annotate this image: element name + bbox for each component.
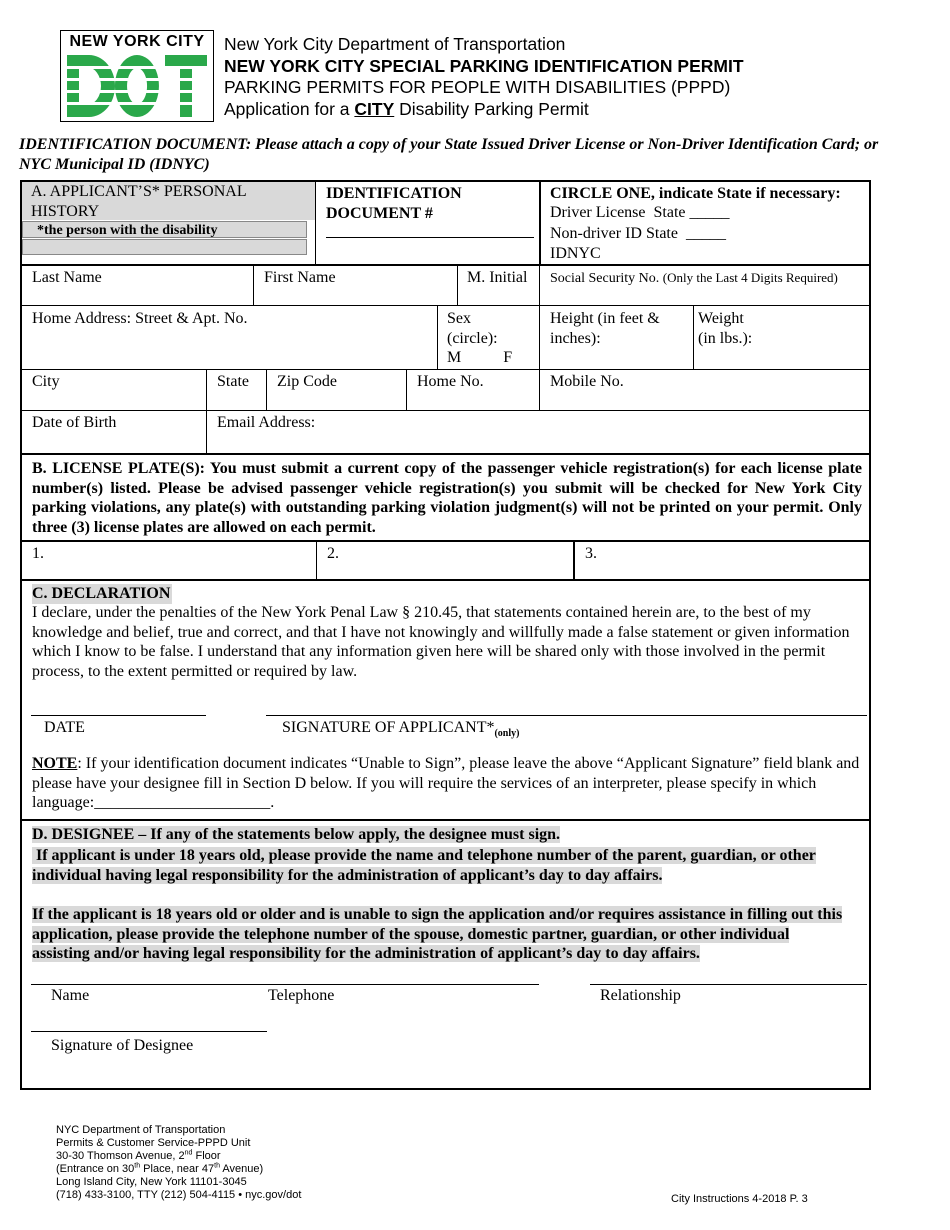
footer-line-4b: Place, near 47 [140, 1163, 215, 1175]
applicant-signature-line[interactable] [266, 715, 867, 716]
designee-under-18-text: If applicant is under 18 years old, please provide the name and telephone number of the parent, guardian, or other individual having legal responsibility for the administration of applicant’s day to day affairs. [32, 847, 816, 884]
section-c-title: C. DECLARATION [32, 585, 171, 602]
mobile-number-field[interactable]: Mobile No. [550, 373, 624, 390]
application-suffix: Disability Parking Permit [399, 99, 589, 119]
applicant-signature-label [282, 718, 519, 744]
footer-line-4-sup1: th [134, 1162, 141, 1170]
home-address-field[interactable]: Home Address: Street & Apt. No. [32, 310, 248, 327]
license-plate-2[interactable]: 2. [327, 545, 339, 562]
weight-label-2: (in lbs.): [698, 329, 753, 347]
application-prefix: Application for a [224, 99, 350, 119]
section-a-note: *the person with the disability [22, 221, 307, 238]
section-b-license-plates: B. LICENSE PLATE(S): You must submit a current copy of the passenger vehicle registration(s) for each license plate number(s) listed. Please be advised passenger vehicle registration(s) you submit will be checked for New York City parking violations, any plate(s) with outstanding parking violation judgment(s) will not be printed on your permit. Only three (3) license plates are allowed on each permit. [32, 460, 862, 536]
applicant-signature-only: (only) [494, 728, 520, 740]
footer-line-5: Long Island City, New York 11101-3045 [56, 1176, 247, 1188]
license-plate-3[interactable]: 3. [585, 545, 597, 562]
email-address-field[interactable]: Email Address: [217, 414, 316, 431]
city-field[interactable]: City [32, 373, 60, 390]
circle-one-title: CIRCLE ONE, indicate State if necessary: [550, 185, 841, 202]
designee-signature-line[interactable] [31, 1031, 267, 1032]
designee-relationship-line[interactable] [590, 984, 867, 985]
footer-address [56, 1124, 301, 1202]
footer-line-4-sup2: th [214, 1162, 220, 1170]
designee-relationship-label: Relationship [600, 987, 681, 1004]
last-name-field[interactable]: Last Name [32, 269, 102, 286]
id-document-number-label: IDENTIFICATION DOCUMENT # [326, 185, 462, 222]
logo-name: NEW YORK CITY [69, 33, 205, 50]
form-title: NEW YORK CITY SPECIAL PARKING IDENTIFICATION PERMIT [224, 56, 744, 76]
designee-name-label: Name [51, 987, 90, 1004]
sex-option-f[interactable]: F [503, 349, 513, 366]
designee-paragraph-under-18 [32, 846, 847, 885]
date-signature-line[interactable] [31, 715, 206, 716]
license-plate-1[interactable]: 1. [32, 545, 44, 562]
state-field[interactable]: State [217, 373, 249, 390]
date-of-birth-field[interactable]: Date of Birth [32, 414, 117, 431]
footer-line-4a: (Entrance on 30 [56, 1163, 135, 1175]
note-label: NOTE [32, 755, 78, 772]
non-driver-id-option[interactable]: Non-driver ID State _____ [550, 225, 726, 242]
weight-field[interactable] [698, 309, 752, 348]
section-d-title-text: D. DESIGNEE – If any of the statements below apply, the designee must sign. [32, 826, 561, 843]
sex-label: Sex [447, 310, 471, 327]
sex-circle-label: (circle): [447, 329, 498, 347]
section-a-title: A. APPLICANT’S* PERSONAL HISTORY [31, 183, 246, 220]
designee-telephone-label: Telephone [268, 987, 335, 1004]
sex-field[interactable] [447, 309, 537, 368]
weight-label-1: Weight [698, 310, 744, 327]
designee-signature-label: Signature of Designee [51, 1037, 194, 1054]
designee-over-18-text: If the applicant is 18 years old or older and is unable to sign the application and/or requires assistance in filling out this application, please provide the telephone number of the spouse, domestic partner, guardian, or other individual assisting and/or having legal responsibility for the administration of applicant’s day to day affairs. [32, 906, 843, 962]
date-label: DATE [44, 719, 85, 736]
footer-line-3-sup: nd [184, 1149, 193, 1157]
middle-initial-field[interactable]: M. Initial [467, 269, 528, 286]
footer-line-1: NYC Department of Transportation [56, 1124, 226, 1136]
department-name: New York City Department of Transportation [224, 34, 566, 54]
declaration-text: I declare, under the penalties of the New York Penal Law § 210.45, that statements contained herein are, to the best of my knowledge and belief, true and correct, and that I have not knowingly and willfully made a false statement or given information which I know to be false. I understand that any information given here will be shared only with those involved in the permit process, to the extent permitted or required by law. [32, 604, 850, 680]
height-field[interactable] [550, 309, 660, 348]
dot-logo-mark [67, 55, 207, 117]
first-name-field[interactable]: First Name [264, 269, 336, 286]
id-document-notice: IDENTIFICATION DOCUMENT: Please attach a copy of your State Issued Driver License or Non-Driver Identification Card; or NYC Municipal ID (IDNYC) [19, 136, 879, 173]
form-subtitle: PARKING PERMITS FOR PEOPLE WITH DISABILITIES (PPPD) [224, 77, 731, 97]
height-label-2: inches): [550, 329, 601, 347]
nyc-dot-logo [60, 30, 214, 122]
designee-name-telephone-line[interactable] [31, 984, 539, 985]
home-number-field[interactable]: Home No. [417, 373, 484, 390]
footer-line-4c: Avenue) [219, 1163, 264, 1175]
note-text: : If your identification document indicates “Unable to Sign”, please leave the above “Applicant Signature” field blank and please have your designee fill in Section D below. If you will require the services of an interpreter, please specify in which language:______________________. [32, 755, 860, 811]
ssn-note: (Only the Last 4 Digits Required) [662, 270, 838, 285]
id-document-number-line[interactable] [326, 237, 534, 238]
applicant-signature-text: SIGNATURE OF APPLICANT* [282, 719, 495, 736]
designee-paragraph-over-18 [32, 905, 847, 964]
height-label-1: Height (in feet & [550, 310, 660, 327]
footer-line-3b: Floor [192, 1150, 221, 1162]
ssn-field[interactable] [550, 269, 838, 288]
sex-option-m[interactable]: M [447, 349, 462, 366]
application-type [224, 99, 589, 121]
footer-line-6: (718) 433-3100, TTY (212) 504-4115 • nyc.gov/dot [56, 1189, 302, 1201]
idnyc-option[interactable]: IDNYC [550, 245, 601, 262]
driver-license-option[interactable]: Driver License State _____ [550, 204, 730, 221]
section-d-title [32, 825, 560, 845]
application-city: CITY [354, 99, 395, 119]
footer-line-2: Permits & Customer Service-PPPD Unit [56, 1137, 251, 1149]
ssn-label: Social Security No. [550, 271, 660, 286]
footer-line-3a: 30-30 Thomson Avenue, 2 [56, 1150, 185, 1162]
page-reference: City Instructions 4-2018 P. 3 [671, 1193, 808, 1205]
zip-code-field[interactable]: Zip Code [277, 373, 337, 390]
note-paragraph [32, 754, 860, 813]
